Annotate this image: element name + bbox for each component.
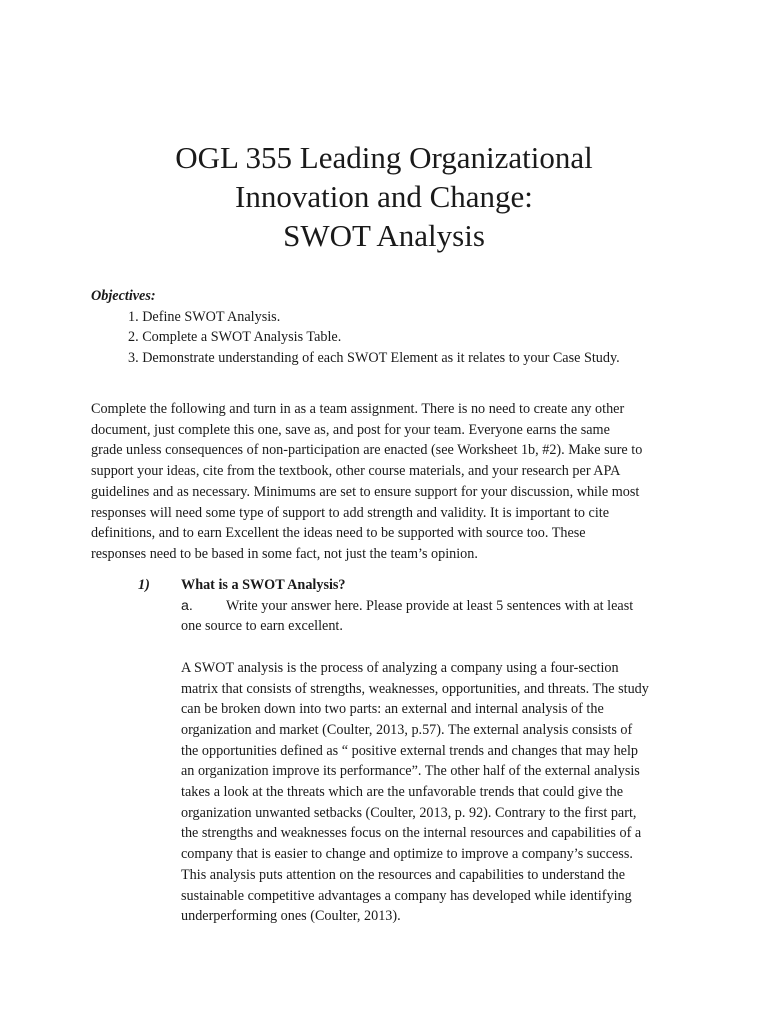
answer-line: company that is easier to change and optimize to improve a company’s success. — [181, 846, 633, 863]
document-title — [0, 138, 768, 255]
question-block — [181, 575, 701, 927]
paragraph-line: responses will need some type of support to add strength and validity. It is important to cite — [91, 504, 610, 521]
answer-line: underperforming ones (Coulter, 2013). — [181, 908, 401, 925]
objectives-section — [91, 286, 620, 369]
paragraph-line: Complete the following and turn in as a team assignment. There is no need to create any other — [91, 401, 625, 417]
paragraph-line: guidelines and as necessary. Minimums are set to ensure support for your discussion, while most — [91, 483, 640, 500]
answer-line: organization unwanted setbacks (Coulter, 2013, p. 92). Contrary to the first part, — [181, 804, 637, 821]
answer-line: an organization improve its performance”. The other half of the external analysis — [181, 763, 640, 780]
instructions-paragraph — [91, 399, 691, 565]
title-line-3: SWOT Analysis — [283, 218, 485, 253]
objective-item: 2. Complete a SWOT Analysis Table. — [128, 329, 342, 346]
answer-line: takes a look at the threats which are the unfavorable trends that could give the — [181, 784, 624, 801]
paragraph-line: grade unless consequences of non-participation are enacted (see Worksheet 1b, #2). Make sure to — [91, 442, 643, 459]
paragraph-line: support your ideas, cite from the textbook, other course materials, and your research per APA — [91, 463, 621, 480]
answer-line: sustainable competitive advantages a company has developed while identifying — [181, 887, 632, 904]
objective-item: 3. Demonstrate understanding of each SWOT Element as it relates to your Case Study. — [128, 350, 620, 367]
title-line-1: OGL 355 Leading Organizational — [175, 140, 593, 175]
question-subitem — [181, 596, 701, 617]
paragraph-line: document, just complete this one, save as, and post for your team. Everyone earns the same — [91, 421, 610, 438]
answer-line: This analysis puts attention on the resources and capabilities to understand the — [181, 866, 626, 883]
answer-line: the opportunities defined as “ positive external trends and changes that may help — [181, 742, 639, 759]
subitem-text-line: Write your answer here. Please provide at least 5 sentences with at least — [226, 597, 634, 614]
paragraph-line: definitions, and to earn Excellent the ideas need to be supported with source too. These — [91, 525, 586, 542]
answer-line: matrix that consists of strengths, weaknesses, opportunities, and threats. The study — [181, 680, 649, 697]
title-line-2: Innovation and Change: — [235, 179, 533, 214]
paragraph-line: responses need to be based in some fact, not just the team’s opinion. — [91, 545, 478, 562]
subitem-marker: a. — [181, 597, 193, 614]
answer-line: can be broken down into two parts: an external and internal analysis of the — [181, 701, 604, 718]
question-title: What is a SWOT Analysis? — [181, 577, 346, 593]
objectives-heading: Objectives: — [91, 288, 156, 304]
answer-paragraph — [181, 658, 701, 927]
answer-line: organization and market (Coulter, 2013, p.57). The external analysis consists of — [181, 721, 633, 738]
question-number: 1) — [138, 577, 150, 593]
subitem-text-line: one source to earn excellent. — [181, 618, 343, 635]
answer-line: the strengths and weaknesses focus on the internal resources and capabilities of a — [181, 825, 642, 842]
objective-item: 1. Define SWOT Analysis. — [128, 308, 281, 325]
objectives-list — [91, 307, 620, 369]
answer-line: A SWOT analysis is the process of analyzing a company using a four-section — [181, 659, 619, 676]
